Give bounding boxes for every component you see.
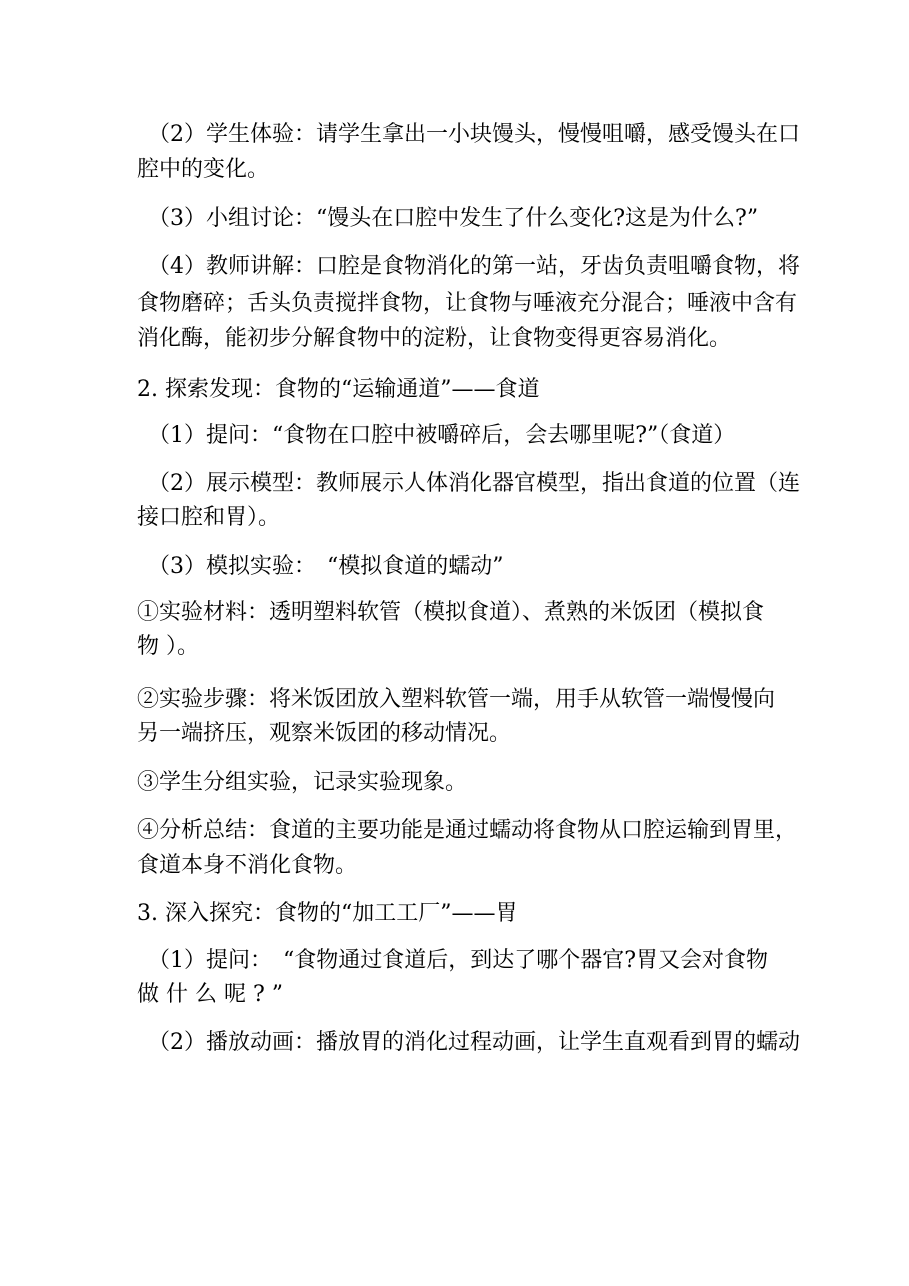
text-line: （1）提问：“食物在口腔中被嚼碎后，会去哪里呢?”（食道）: [148, 423, 736, 448]
text-line: 接口腔和胃）。: [137, 505, 281, 530]
text-line: （2）播放动画：播放胃的消化过程动画，让学生直观看到胃的蠕动: [148, 1030, 800, 1055]
text-line: （2）展示模型：教师展示人体消化器官模型，指出食道的位置（连: [148, 471, 800, 496]
text-line: ④分析总结：食道的主要功能是通过蠕动将食物从口腔运输到胃里，: [137, 818, 798, 843]
text-line: ③学生分组实验，记录实验现象。: [137, 770, 468, 795]
text-line: 物 ）。: [137, 634, 199, 659]
text-line: （2）学生体验：请学生拿出一小块馒头，慢慢咀嚼，感受馒头在口: [148, 122, 800, 147]
text-line: （3）小组讨论：“馒头在口腔中发生了什么变化?这是为什么?”: [148, 206, 759, 231]
text-line: 消化酶，能初步分解食物中的淀粉，让食物变得更容易消化。: [137, 326, 732, 351]
text-line: （1）提问： “食物通过食道后，到达了哪个器官?胃又会对食物: [148, 948, 769, 973]
text-line: 食物磨碎；舌头负责搅拌食物，让食物与唾液充分混合；唾液中含有: [137, 291, 798, 316]
text-line: ①实验材料：透明塑料软管（模拟食道）、煮熟的米饭团（模拟食: [137, 600, 765, 625]
section-heading: 3. 深入探究：食物的“加工工厂”——胃: [137, 901, 518, 926]
section-heading: 2. 探索发现：食物的“运输通道”——食道: [137, 377, 540, 402]
text-line: （4）教师讲解：口腔是食物消化的第一站，牙齿负责咀嚼食物，将: [148, 254, 800, 279]
text-line: 腔中的变化。: [137, 157, 270, 182]
text-line: （3）模拟实验： “模拟食道的蠕动”: [148, 554, 504, 579]
text-line: 食道本身不消化食物。: [137, 853, 358, 878]
text-line: 另一端挤压，观察米饭团的移动情况。: [137, 721, 512, 746]
text-line: ②实验步骤：将米饭团放入塑料软管一端，用手从软管一端慢慢向: [137, 687, 776, 712]
text-line: 做 什 么 呢 ? ”: [137, 982, 284, 1007]
